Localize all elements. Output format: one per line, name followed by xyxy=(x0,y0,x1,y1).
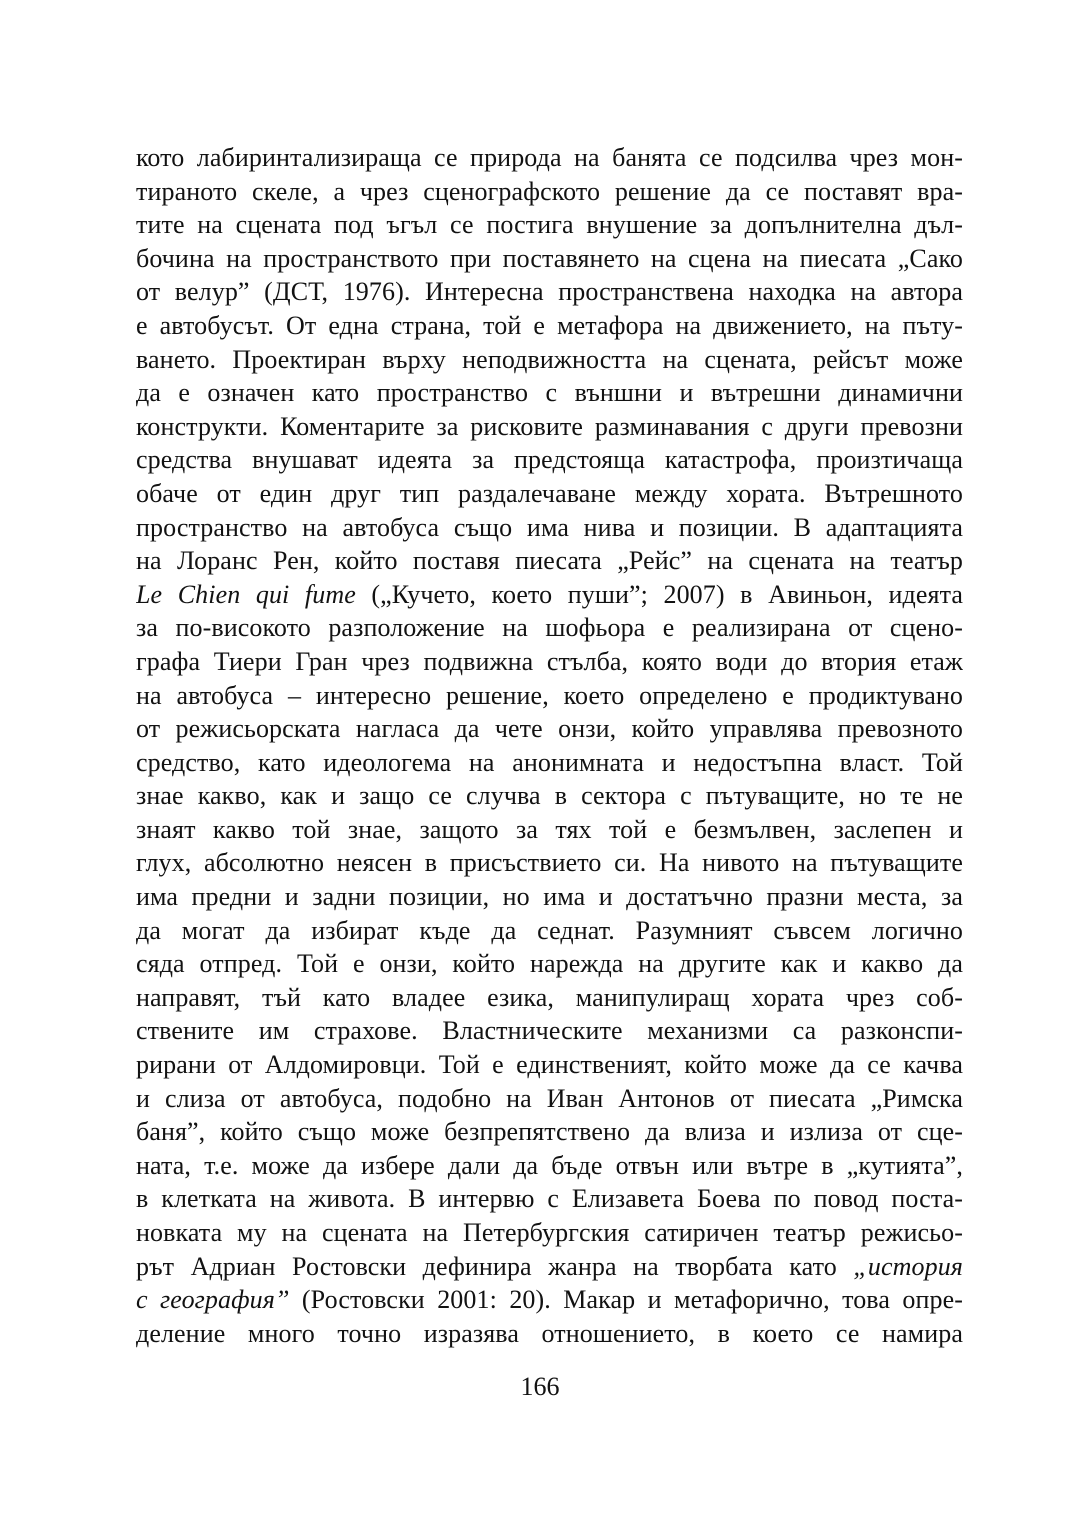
text-segment: на Лоранс Рен, който поставя пиесата „Рейс” на сцената на театър xyxy=(136,546,963,576)
text-segment: да е означен като пространство с външни и вътрешни динамични xyxy=(136,378,963,408)
text-segment: е автобусът. От една страна, той е метафора на движението, на пъту- xyxy=(136,310,963,340)
text-segment: кото лабиринтализираща се природа на банята се подсилва чрез мон- xyxy=(136,143,963,172)
text-line xyxy=(136,914,963,948)
text-line xyxy=(136,679,963,713)
text-line xyxy=(136,141,963,175)
text-line xyxy=(136,477,963,511)
text-segment: ването. Проектиран върху неподвижността на сцената, рейсът може xyxy=(136,344,963,374)
text-segment: деление много точно изразява отношението, в което се намира xyxy=(136,1318,963,1348)
text-line xyxy=(136,880,963,914)
text-line xyxy=(136,242,963,276)
text-segment: в клетката на живота. В интервю с Елизавета Боева по повод поста- xyxy=(136,1184,963,1214)
text-segment: пространство на автобуса също има нива и позиции. В адаптацията xyxy=(136,512,963,542)
text-line xyxy=(136,410,963,444)
text-segment: направят, тъй като владее езика, манипулиращ хората чрез соб- xyxy=(136,982,963,1012)
text-line xyxy=(136,309,963,343)
text-segment: рирани от Алдомировци. Той е единственият, който може да се качва xyxy=(136,1050,963,1080)
text-segment: от велур” (ДСТ, 1976). Интересна пространствена находка на автора xyxy=(136,277,963,307)
text-line xyxy=(136,443,963,477)
text-line xyxy=(136,981,963,1015)
text-line xyxy=(136,1082,963,1116)
text-line xyxy=(136,779,963,813)
text-segment: средства внушават идеята за предстояща катастрофа, произтичаща xyxy=(136,445,963,475)
text-segment: и слиза от автобуса, подобно на Иван Антонов от пиесата „Римска xyxy=(136,1083,963,1113)
text-line xyxy=(136,275,963,309)
text-line xyxy=(136,511,963,545)
text-line xyxy=(136,846,963,880)
italic-text-segment: Le Chien qui fume xyxy=(136,579,356,609)
text-line xyxy=(136,376,963,410)
text-segment: тите на сцената под ъгъл се постига внушение за допълнителна дъл- xyxy=(136,210,963,240)
text-segment: обаче от един друг тип раздалечаване между хората. Вътрешното xyxy=(136,478,963,508)
text-line xyxy=(136,1317,963,1351)
text-line xyxy=(136,1182,963,1216)
text-line xyxy=(136,645,963,679)
text-segment: глух, абсолютно неясен в присъствието си. На нивото на пътуващите xyxy=(136,848,963,878)
text-line xyxy=(136,813,963,847)
text-line xyxy=(136,611,963,645)
text-segment: ствените им страхове. Властническите механизми са разконспи- xyxy=(136,1016,963,1046)
text-segment: ната, т.е. може да избере дали да бъде отвън или вътре в „кутията”, xyxy=(136,1150,963,1180)
text-segment: знаят какво той знае, защото за тях той е безмълвен, заслепен и xyxy=(136,814,963,844)
text-line xyxy=(136,175,963,209)
text-segment: средство, като идеологема на анонимната и недостъпна власт. Той xyxy=(136,747,963,777)
body-text xyxy=(136,141,963,1350)
text-line xyxy=(136,1216,963,1250)
text-segment: конструкти. Коментарите за рисковите разминавания с други превозни xyxy=(136,411,963,441)
text-line xyxy=(136,1283,963,1317)
text-line xyxy=(136,343,963,377)
text-segment: да могат да избират къде да седнат. Разумният съвсем логично xyxy=(136,915,963,945)
page-number: 166 xyxy=(520,1372,560,1401)
text-segment: на автобуса – интересно решение, което определено е продиктувано xyxy=(136,680,963,710)
text-segment: рът Адриан Ростовски дефинира жанра на творбата като xyxy=(136,1251,854,1281)
text-segment: има предни и задни позиции, но има и достатъчно празни места, за xyxy=(136,882,963,912)
text-line xyxy=(136,1014,963,1048)
text-segment: (Ростовски 2001: 20). Макар и метафорично, това опре- xyxy=(301,1285,963,1315)
italic-text-segment: с география” xyxy=(136,1285,302,1315)
text-segment: новката му на сцената на Петербургския сатиричен театър режисьо- xyxy=(136,1218,963,1247)
text-segment: за по-високото разположение на шофьора е реализирана от сцено- xyxy=(136,613,963,643)
text-segment: бочина на пространството при поставянето на сцена на пиесата „Сако xyxy=(136,243,963,273)
text-line xyxy=(136,712,963,746)
text-line xyxy=(136,578,963,612)
text-segment: („Кучето, което пуши”; 2007) в Авиньон, идеята xyxy=(355,579,963,609)
text-segment: знае какво, как и защо се случва в сектора с пътуващите, но те не xyxy=(136,781,963,811)
text-line xyxy=(136,1115,963,1149)
text-segment: сяда отпред. Той е онзи, който нарежда на другите как и какво да xyxy=(136,949,963,979)
text-segment: графа Тиери Гран чрез подвижна стълба, която води до втория етаж xyxy=(136,646,963,676)
text-line xyxy=(136,947,963,981)
text-segment: баня”, който също може безпрепятствено да влиза и излиза от сце- xyxy=(136,1117,963,1147)
text-segment: от режисьорската нагласа да чете онзи, който управлява превозното xyxy=(136,714,963,744)
text-line xyxy=(136,1048,963,1082)
text-line xyxy=(136,208,963,242)
text-line xyxy=(136,1250,963,1284)
text-line xyxy=(136,544,963,578)
italic-text-segment: „история xyxy=(853,1251,963,1281)
text-line xyxy=(136,1149,963,1183)
text-segment: тираното скеле, а чрез сценографското решение да се поставят вра- xyxy=(136,176,963,206)
text-line xyxy=(136,746,963,780)
